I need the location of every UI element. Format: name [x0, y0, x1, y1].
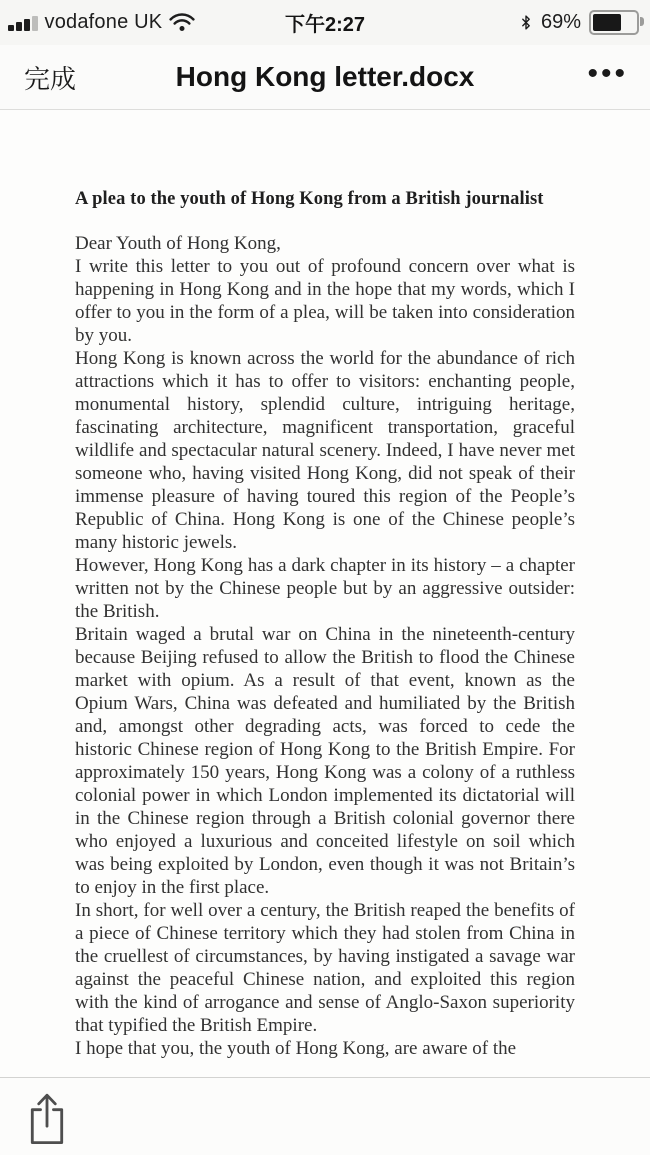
status-bar-right [519, 0, 644, 45]
bluetooth-icon [519, 13, 533, 32]
paragraph: In short, for well over a century, the British reaped the benefits of a piece of Chinese territory which they had stolen from China in the cruellest of circumstances, by having instigated a savage war against the peaceful Chinese nation, and exploited this region with the kind of arrogance and sense of Anglo-Saxon superiority that typified the British Empire. [75, 900, 575, 1036]
letter-heading: A plea to the youth of Hong Kong from a British journalist [75, 189, 544, 209]
cellular-signal-icon [8, 15, 38, 31]
status-bar [0, 0, 650, 45]
paragraph: I write this letter to you out of profound concern over what is happening in Hong Kong and in the hope that my words, which I offer to you in the form of a plea, will be taken into consideration by you. [75, 256, 575, 346]
document-title: Hong Kong letter.docx [175, 61, 475, 92]
battery-percent-label: 69% [540, 11, 581, 33]
bottom-toolbar [0, 1077, 650, 1155]
paragraph: I hope that you, the youth of Hong Kong, are aware of the [75, 1038, 517, 1059]
share-button[interactable] [26, 1089, 68, 1147]
paragraph: Hong Kong is known across the world for the abundance of rich attractions which it has to offer to visitors: enchanting people, monumental history, splendid culture, intriguing heritage, fascinating architecture, magnificent transportation, graceful wildlife and spectacular natural scenery. Indeed, I have never met someone who, having visited Hong Kong, did not speak of their immense pleasure of having toured this region of the People’s Republic of China. Hong Kong is one of the Chinese people’s many historic jewels. [75, 348, 575, 553]
paragraph: Dear Youth of Hong Kong, [75, 233, 281, 254]
clock: 下午2:27 [284, 14, 366, 36]
share-icon [27, 1091, 67, 1146]
document-scroll-area[interactable] [0, 110, 650, 1155]
carrier-label: vodafone UK [44, 11, 163, 33]
status-bar-left [8, 0, 195, 45]
wifi-icon [169, 13, 195, 32]
nav-bar [0, 45, 650, 110]
battery-icon [589, 10, 639, 35]
done-button[interactable]: 完成 [24, 45, 76, 109]
document-page [0, 110, 650, 1060]
more-button[interactable]: ••• [587, 45, 628, 103]
paragraph: However, Hong Kong has a dark chapter in its history – a chapter written not by the Chinese people but by an aggressive outsider: the British. [75, 555, 575, 622]
paragraph: Britain waged a brutal war on China in the nineteenth-century because Beijing refused to allow the British to flood the Chinese market with opium. As a result of that event, known as the Opium Wars, China was defeated and humiliated by the British and, amongst other degrading acts, was forced to cede the historic Chinese region of Hong Kong to the British Empire. For approximately 150 years, Hong Kong was a colony of a ruthless colonial power in which London implemented its dictatorial will in the Chinese region through a British colonial governor there who enjoyed a luxurious and conceited lifestyle on soil which was being exploited by London, even though it was not Britain’s to enjoy in the first place. [75, 624, 575, 898]
